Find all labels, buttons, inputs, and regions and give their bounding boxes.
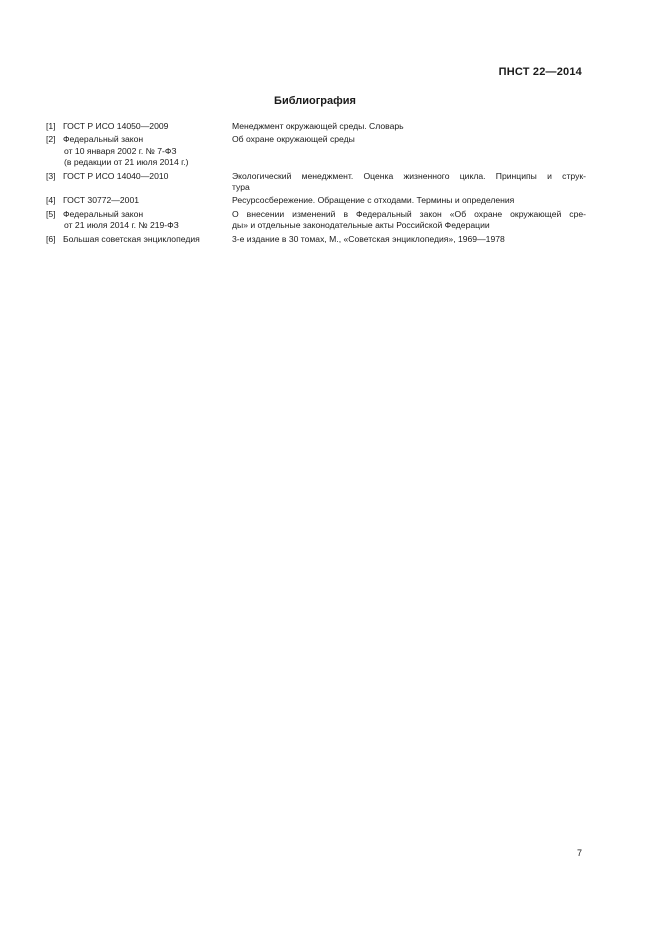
entry-number: [4] [46, 195, 56, 206]
bibliography-entry [46, 171, 586, 194]
entry-source-line: (в редакции от 21 июля 2014 г.) [64, 157, 189, 168]
entry-source [63, 121, 229, 132]
document-code: ПНСТ 22—2014 [498, 66, 582, 78]
bibliography-entry [46, 209, 586, 232]
entry-title [232, 209, 586, 232]
entry-title-line: Ресурсосбережение. Обращение с отходами. Термины и определения [232, 195, 515, 206]
entry-number: [6] [46, 233, 56, 244]
entry-source-line: Федеральный закон [63, 208, 144, 219]
entry-source [63, 171, 229, 182]
entry-title-line: Менеджмент окружающей среды. Словарь [232, 121, 404, 131]
entry-source [63, 195, 229, 206]
entry-source-line: ГОСТ 30772—2001 [63, 195, 140, 206]
entry-title-line: 3-е издание в 30 томах, М., «Советская энциклопедия», 1969—1978 [232, 233, 505, 244]
bibliography-entry [46, 121, 586, 132]
entry-source-line: Большая советская энциклопедия [63, 233, 200, 244]
bibliography-entry [46, 134, 586, 168]
entry-source [63, 234, 229, 245]
entry-source-line: Федеральный закон [63, 134, 144, 145]
entry-title-line: О внесении изменений в Федеральный закон «Об охране окружающей сре- [232, 208, 586, 219]
entry-title [232, 121, 586, 132]
entry-title-line: тура [232, 182, 250, 192]
entry-title [232, 134, 586, 168]
entry-source-line: от 10 января 2002 г. № 7-ФЗ [64, 145, 177, 156]
bibliography-entry [46, 195, 586, 206]
entry-title [232, 171, 586, 194]
entry-number: [5] [46, 208, 56, 219]
entry-title-line: Об охране окружающей среды [232, 134, 355, 145]
page-title: Библиография [274, 95, 356, 107]
entry-title [232, 195, 586, 206]
entry-number: [2] [46, 134, 56, 145]
entry-title-line: Экологический менеджмент. Оценка жизненного цикла. Принципы и струк- [232, 170, 586, 181]
entry-number: [1] [46, 121, 56, 131]
entry-title [232, 234, 586, 245]
entry-number: [3] [46, 170, 56, 181]
entry-title-line: ды» и отдельные законодательные акты Российской Федерации [232, 220, 490, 231]
bibliography-list [46, 121, 586, 245]
entry-source [63, 209, 229, 232]
entry-source-line: от 21 июля 2014 г. № 219-ФЗ [64, 220, 179, 231]
entry-source-line: ГОСТ Р ИСО 14040—2010 [63, 170, 169, 181]
page-number: 7 [576, 848, 582, 858]
entry-source-line: ГОСТ Р ИСО 14050—2009 [63, 121, 169, 131]
bibliography-entry [46, 234, 586, 245]
entry-source [63, 134, 229, 168]
